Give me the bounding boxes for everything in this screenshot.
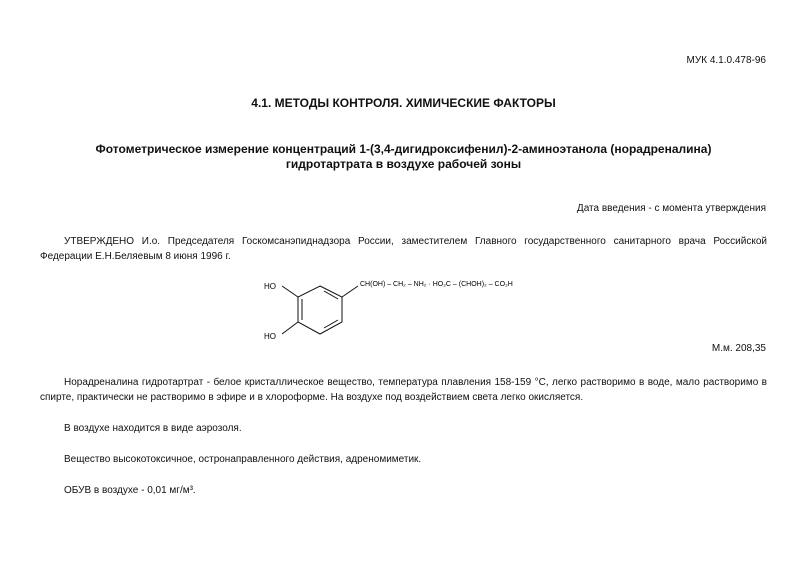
description-paragraph: Норадреналина гидротартрат - белое кристаллическое вещество, температура плавления 158-159 °С, легко растворимо в воде, мало растворимо в спирте, практически не растворимо в эфире и в хлороформе. На воздухе под воздействием света легко окисляется. (40, 377, 767, 403)
document-code: МУК 4.1.0.478-96 (686, 55, 766, 66)
approval-paragraph: УТВЕРЖДЕНО И.о. Председателя Госкомсанэпиднадзора России, заместителем Главного государственного санитарного врача Российской Федерации Е.Н.Беляевым 8 июня 1996 г. (40, 236, 767, 262)
aerosol-paragraph: В воздухе находится в виде аэрозоля. (64, 423, 242, 434)
obuv-paragraph: ОБУВ в воздухе - 0,01 мг/м³. (64, 485, 196, 496)
document-title-line1: Фотометрическое измерение концентраций 1-(3,4-дигидроксифенил)-2-аминоэтанола (норадреналина) (95, 142, 712, 156)
structural-formula (262, 276, 562, 346)
hydroxyl-label-top: HO (264, 282, 276, 291)
molar-mass: М.м. 208,35 (711, 343, 766, 354)
toxicity-paragraph: Вещество высокотоксичное, остронаправленного действия, адреномиметик. (64, 454, 422, 465)
document-title-line2: гидротартрата в воздухе рабочей зоны (285, 157, 522, 171)
document-title (40, 142, 767, 172)
side-chain-label: CH(OH) – CH₂ – NH₂ · HO₂C – (CHOH)₂ – CO₂H (360, 281, 513, 288)
hydroxyl-label-bottom: HO (264, 332, 276, 341)
section-title: 4.1. МЕТОДЫ КОНТРОЛЯ. ХИМИЧЕСКИЕ ФАКТОРЫ (251, 96, 556, 110)
introduction-date: Дата введения - с момента утверждения (576, 203, 766, 214)
benzene-ring (282, 286, 358, 334)
